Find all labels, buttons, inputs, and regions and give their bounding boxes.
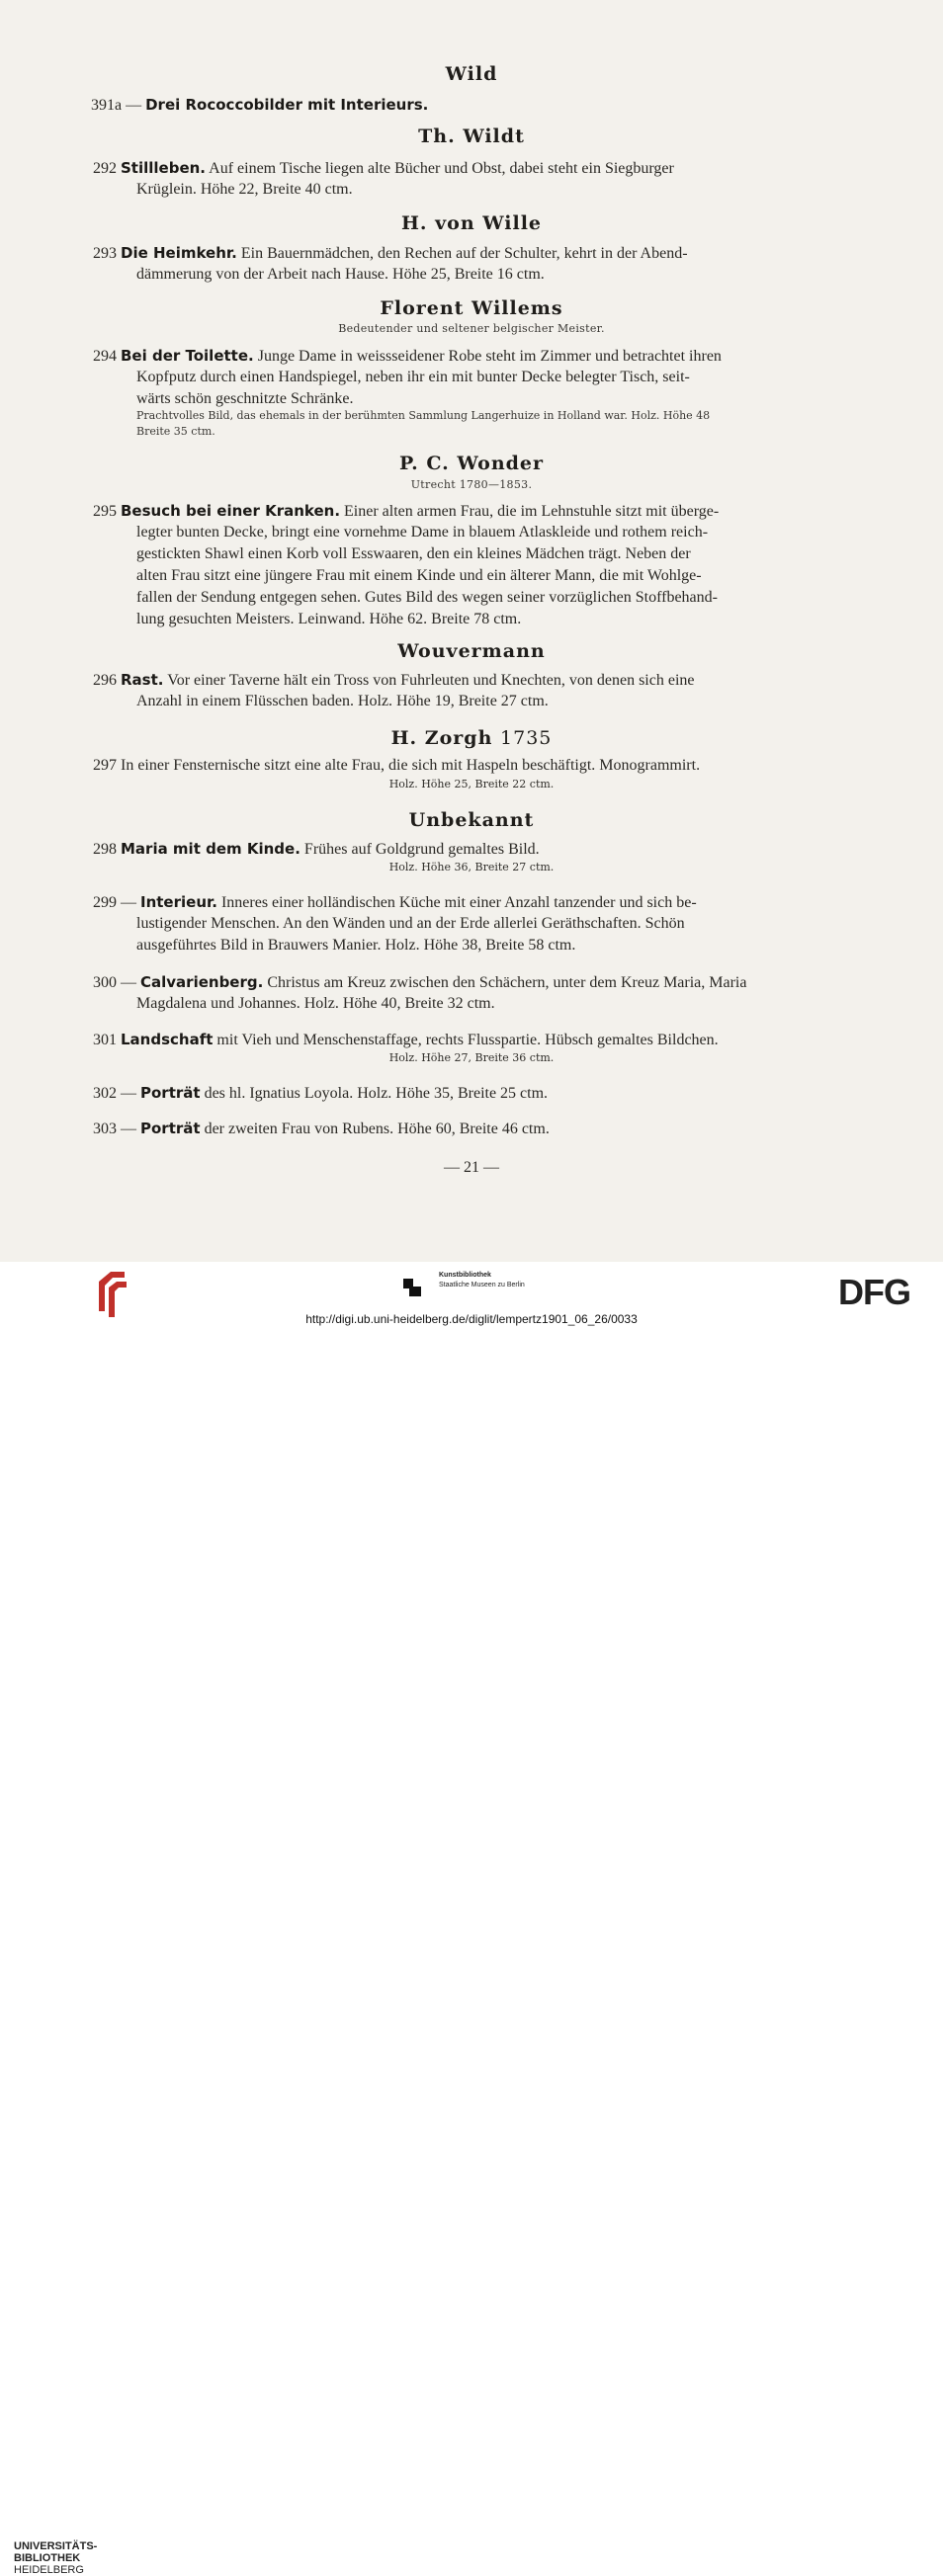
entry-295-line-4: alten Frau sitzt eine jüngere Frau mit einem Kinde und ein älterer Mann, die mit Wohlge- — [136, 567, 702, 584]
entry-299-line-2: lustigender Menschen. An den Wänden und an der Erde allerlei Geräthschaften. Schön — [136, 915, 685, 932]
entry-title: Landschaft — [121, 1031, 214, 1048]
entry-title: Besuch bei einer Kranken. — [121, 502, 341, 520]
entry-number: 298 — [93, 841, 117, 858]
entry-dash: — — [121, 894, 136, 911]
entry-301-note: Holz. Höhe 27, Breite 36 ctm. — [388, 1051, 555, 1064]
entry-number: 391a — [91, 97, 123, 114]
entry-293-line-2: dämmerung von der Arbeit nach Hause. Höhe 25, Breite 16 ctm. — [136, 266, 545, 283]
entry-number: 297 — [93, 757, 117, 774]
entry-dash: — — [126, 97, 142, 114]
entry-title: Porträt — [140, 1084, 201, 1102]
entry-number: 302 — [93, 1085, 117, 1102]
entry-293-line-1: 293 Die Heimkehr. Ein Bauernmädchen, den Rechen auf der Schulter, kehrt in der Abend- — [93, 244, 688, 262]
entry-title: Calvarienberg. — [140, 973, 264, 991]
entry-number: 294 — [93, 348, 117, 365]
entry-391a — [91, 95, 428, 116]
entry-296-line-2: Anzahl in einem Flüsschen baden. Holz. Höhe 19, Breite 27 ctm. — [136, 693, 549, 709]
entry-297-line-1: 297 In einer Fensternische sitzt eine alte Frau, die sich mit Haspeln beschäftigt. Monogrammirt. — [93, 757, 701, 774]
entry-title: Bei der Toilette. — [121, 347, 254, 365]
entry-title: Stillleben. — [121, 159, 207, 177]
kunstbibliothek-logo-icon — [403, 1275, 427, 1298]
entry-294-note-2: Breite 35 ctm. — [136, 425, 215, 438]
entry-295-line-6: lung gesuchten Meisters. Leinwand. Höhe 62. Breite 78 ctm. — [136, 611, 522, 627]
entry-300-line-2: Magdalena und Johannes. Holz. Höhe 40, Breite 32 ctm. — [136, 995, 495, 1012]
entry-number: 296 — [93, 672, 117, 689]
entry-301-line-1: 301 Landschaft mit Vieh und Menschenstaffage, rechts Flusspartie. Hübsch gemaltes Bildchen. — [93, 1031, 719, 1048]
entry-302-line-1: 302 — Porträt des hl. Ignatius Loyola. Holz. Höhe 35, Breite 25 ctm. — [93, 1084, 549, 1102]
entry-295-line-2: legter bunten Decke, bringt eine vornehme Dame in blauem Atlaskleide und rothem reich- — [136, 524, 709, 540]
artist-subtitle: Bedeutender und seltener belgischer Meister. — [338, 322, 605, 335]
university-library-logo[interactable]: UNIVERSITÄTS- BIBLIOTHEK HEIDELBERG — [14, 2540, 98, 2576]
entry-title: Maria mit dem Kinde. — [121, 840, 300, 858]
entry-dash: — — [121, 1085, 136, 1102]
entry-299-line-1: 299 — Interieur. Inneres einer holländischen Küche mit einer Anzahl tanzender und sich be- — [93, 893, 697, 911]
kunstbibliothek-label[interactable]: Kunstbibliothek Staatliche Museen zu Berlin — [439, 1272, 525, 1288]
artist-subtitle: Utrecht 1780—1853. — [410, 478, 533, 491]
entry-292-line-1: 292 Stillleben. Auf einem Tische liegen alte Bücher und Obst, dabei steht ein Siegburger — [93, 159, 674, 177]
entry-number: 293 — [93, 245, 117, 262]
entry-title: Die Heimkehr. — [121, 244, 237, 262]
entry-number: 292 — [93, 160, 117, 177]
page-number: — 21 — — [444, 1159, 499, 1176]
artist-heading-florent-willems: Florent Willems — [380, 297, 563, 319]
entry-title: Interieur. — [140, 893, 217, 911]
entry-295-line-5: fallen der Sendung entgegen sehen. Gutes Bild des wegen seiner vorzüglichen Stoffbehand- — [136, 589, 718, 606]
entry-298-note: Holz. Höhe 36, Breite 27 ctm. — [388, 861, 555, 873]
entry-303-line-1: 303 — Porträt der zweiten Frau von Rubens. Höhe 60, Breite 46 ctm. — [93, 1120, 550, 1137]
page-url-link[interactable]: http://digi.ub.uni-heidelberg.de/diglit/lempertz1901_06_26/0033 — [305, 1312, 638, 1326]
entry-294-line-1: 294 Bei der Toilette. Junge Dame in weissseidener Robe steht im Zimmer und betrachtet ihren — [93, 347, 722, 365]
entry-295-line-1: 295 Besuch bei einer Kranken. Einer alten armen Frau, die im Lehnstuhle sitzt mit überge- — [93, 502, 720, 520]
entry-number: 295 — [93, 503, 117, 520]
artist-heading-unbekannt: Unbekannt — [408, 809, 535, 831]
entry-number: 303 — [93, 1121, 117, 1137]
entry-number: 299 — [93, 894, 117, 911]
scanned-page — [0, 0, 943, 1262]
entry-dash: — — [121, 1121, 136, 1137]
entry-title: Porträt — [140, 1120, 201, 1137]
entry-294-line-2: Kopfputz durch einen Handspiegel, neben ihr ein mit bunter Decke belegter Tisch, seit- — [136, 369, 690, 385]
entry-294-note-1: Prachtvolles Bild, das ehemals in der berühmten Sammlung Langerhuize in Holland war. Holz. Höhe 48 — [136, 409, 711, 422]
entry-297-note: Holz. Höhe 25, Breite 22 ctm. — [388, 778, 555, 790]
entry-294-line-3: wärts schön geschnitzte Schränke. — [136, 390, 354, 407]
artist-heading-wouvermann: Wouvermann — [397, 640, 546, 662]
entry-title: Drei Rococcobilder mit Interieurs. — [145, 96, 429, 114]
artist-heading-h-von-wille: H. von Wille — [400, 212, 543, 234]
artist-heading-th-wildt: Th. Wildt — [418, 125, 525, 147]
entry-number: 300 — [93, 974, 117, 991]
entry-dash: — — [121, 974, 136, 991]
dfg-logo[interactable]: DFG — [838, 1272, 910, 1312]
entry-number: 301 — [93, 1032, 117, 1048]
entry-300-line-1: 300 — Calvarienberg. Christus am Kreuz zwischen den Schächern, unter dem Kreuz Maria, Maria — [93, 973, 747, 991]
artist-year: 1735 — [500, 727, 553, 749]
artist-heading-p-c-wonder: P. C. Wonder — [398, 453, 545, 474]
entry-296-line-1: 296 Rast. Vor einer Taverne hält ein Tross von Fuhrleuten und Knechten, von denen sich eine — [93, 671, 695, 689]
footer-bar — [0, 1262, 943, 2576]
artist-heading-wild: Wild — [445, 63, 498, 85]
entry-292-line-2: Krüglein. Höhe 22, Breite 40 ctm. — [136, 181, 353, 198]
entry-title: Rast. — [121, 671, 164, 689]
entry-299-line-3: ausgeführtes Bild in Brauwers Manier. Holz. Höhe 38, Breite 58 ctm. — [136, 937, 576, 954]
artist-heading-h-zorgh: H. Zorgh 1735 — [390, 727, 553, 749]
entry-298-line-1: 298 Maria mit dem Kinde. Frühes auf Goldgrund gemaltes Bild. — [93, 840, 540, 858]
entry-295-line-3: gestickten Shawl einen Korb voll Esswaaren, den ein kleines Mädchen trägt. Neben der — [136, 545, 691, 562]
